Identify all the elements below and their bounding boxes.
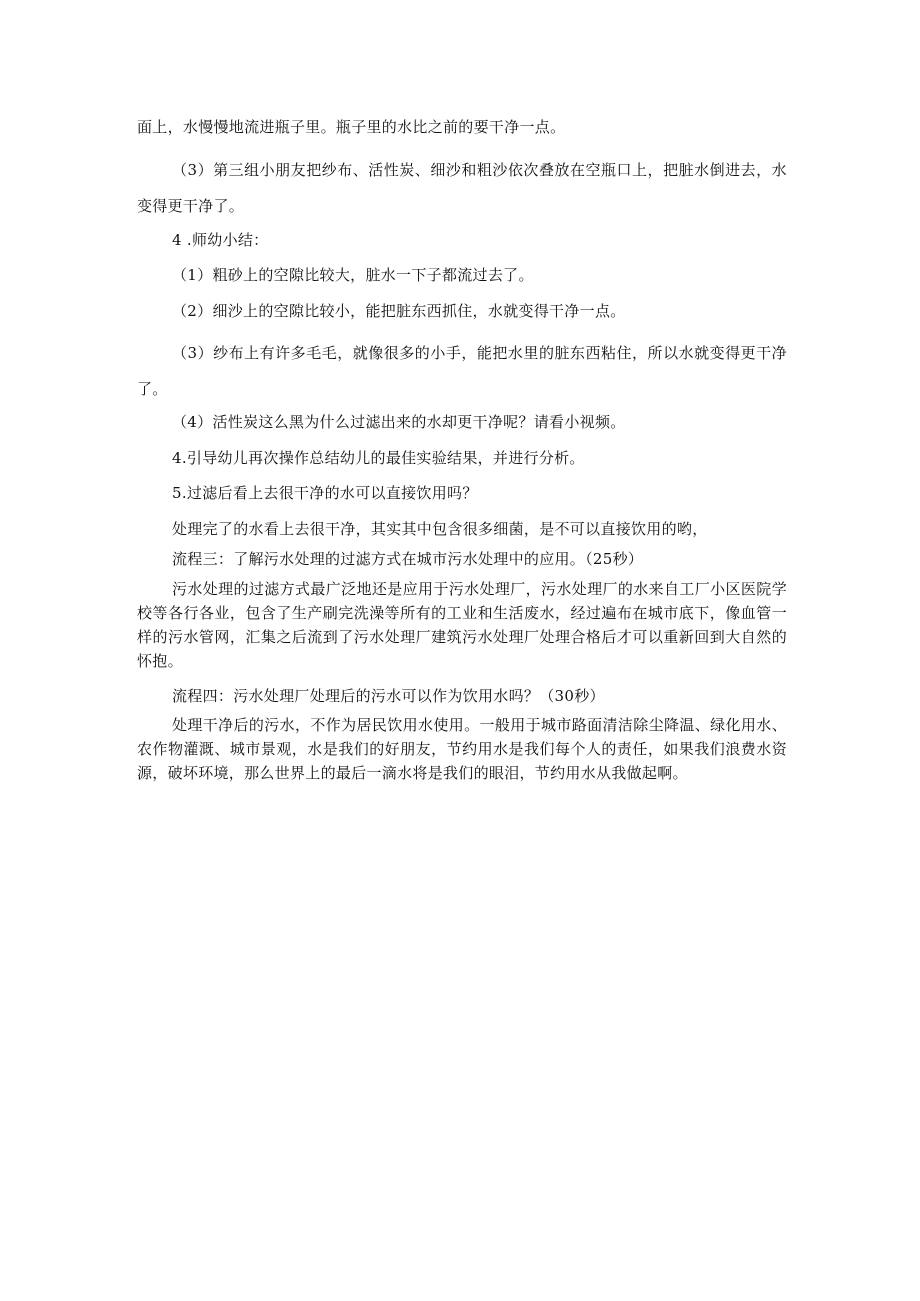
process-four-body: 处理干净后的污水，不作为居民饮用水使用。一般用于城市路面清洁除尘降温、绿化用水、农作物灌溉、城市景观，水是我们的好朋友，节约用水是我们每个人的责任，如果我们浪费水资源，破坏环境，那么世界上的最后一滴水将是我们的眼泪，节约用水从我做起啊。 [137,716,787,782]
answer-paragraph: 处理完了的水看上去很干净，其实其中包含很多细菌，是不可以直接饮用的哟， [172,520,708,538]
summary-item-1: （1）粗砂上的空隙比较大，脏水一下子都流过去了。 [172,266,534,284]
process-three-heading: 流程三：了解污水处理的过滤方式在城市污水处理中的应用。（25秒） [172,550,644,568]
summary-item-2: （2）细沙上的空隙比较小，能把脏东西抓住，水就变得干净一点。 [172,302,626,320]
process-three-body: 污水处理的过滤方式最广泛地还是应用于污水处理厂，污水处理厂的水来自工厂小区医院学校等各行各业，包含了生产刷完洗澡等所有的工业和生活废水，经过遍布在城市底下，像血管一样的污水管网，汇集之后流到了污水处理厂建筑污水处理厂处理合格后才可以重新回到大自然的怀抱。 [137,580,787,670]
summary-heading: 4 .师幼小结： [172,231,269,249]
step-question: 5.过滤后看上去很干净的水可以直接饮用吗？ [172,484,478,502]
summary-item-4: （4）活性炭这么黑为什么过滤出来的水却更干净呢？请看小视频。 [172,413,626,431]
paragraph-continuation: 面上，水慢慢地流进瓶子里。瓶子里的水比之前的要干净一点。 [137,118,566,136]
step-guide: 4.引导幼儿再次操作总结幼儿的最佳实验结果，并进行分析。 [172,449,585,467]
paragraph-group-three: （3）第三组小朋友把纱布、活性炭、细沙和粗沙依次叠放在空瓶口上，把脏水倒进去，水变得更干净了。 [137,161,787,215]
process-four-heading: 流程四：污水处理厂处理后的污水可以作为饮用水吗？（30秒） [172,687,605,705]
summary-item-3: （3）纱布上有许多毛毛，就像很多的小手，能把水里的脏东西粘住，所以水就变得更干净了。 [137,344,787,398]
